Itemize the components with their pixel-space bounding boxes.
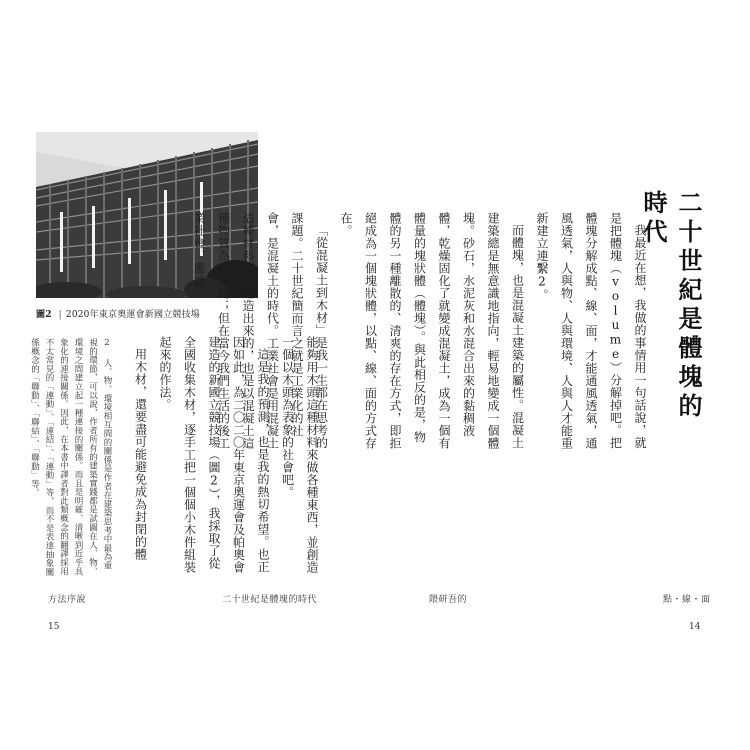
caption-separator: | — [58, 310, 62, 320]
chapter-title: 二十世紀是體塊的時代 — [639, 190, 703, 422]
running-head-author: 隈研吾的 — [429, 595, 468, 605]
left-paragraph-1: 能夠用木頭這種材料來做各種東西，並創造一個以木頭為表象的社會吧。 — [280, 336, 319, 574]
running-head-book: 點・線・面 — [663, 595, 711, 605]
left-paragraph-3: 用木材，還要盡可能避免成為封閉的體 — [133, 348, 148, 561]
running-head-left: 方法序說 — [48, 595, 87, 605]
right-body-text — [192, 212, 652, 452]
page-number-left: 15 — [48, 622, 60, 632]
right-paragraph-1: 我最近在想，我做的事情用一句話說，就是把體塊（volume）分解掉吧。把體塊分解成點、線、面，才能通風透氣，通風透氣，人與物、人與環境、人與人才能重新建立連繫2。 — [535, 212, 647, 450]
right-paragraph-2: 而體塊，也是混凝土建築的屬性。混凝土建築總是無意識地指向，輕易地變成一個體塊。砂石，水泥灰和水混合出來的黏稠液體，乾燥固化了就變成混凝土，成為一個有體量的塊狀體（體塊）。與此相反的是，物體的另一種離散的、清爽的存在方式，即拒絕成為一個塊狀體，以點、線、面的方式存在。 — [339, 212, 525, 450]
left-paragraph-2: 這是我的預測，也是我的熱切希望。也正因如此，為二〇二〇年東京奧運會及帕奧會建造的新國立競技場（圖2），我採取了從全國收集木材，逐手工把一個個小木件組裝起來的作法。 — [158, 336, 270, 574]
figure-caption-text: 2020年東京奧運會新國立競技場 — [65, 310, 201, 320]
figure-label: 圖2 — [36, 310, 52, 320]
footnote — [29, 338, 114, 578]
page-number-right: 14 — [689, 622, 701, 632]
footnote-text: 2 人、物、環境相互間的關係是作者在建築思考中最為重視的環節，可以說，作者所有的建築實踐都是試圖在人、物、環境之間建立起一種連接的關係。而且是明確、清晰到近乎具象化的連接關係。因此，在本書中譯者對此類概念的翻譯採用不太常見的「連動」、「連結」、「連動」等，而不是表達抽象關係概念的「聯動」、「聯結」、「聯動」等。 — [29, 338, 112, 577]
right-paragraph-3: 「從混凝土到木材」是我一生都在思考的課題。二十世紀簡而言之就是工業化的社會，是混凝土的時代。工業社會是用混凝土這種材料實際建造出來的，也是以混凝土這種物質為表象的；但在當今我們生活的後工業社會，應該 — [192, 212, 329, 450]
running-head-chapter-left: 二十世紀是體塊的時代 — [222, 595, 318, 605]
